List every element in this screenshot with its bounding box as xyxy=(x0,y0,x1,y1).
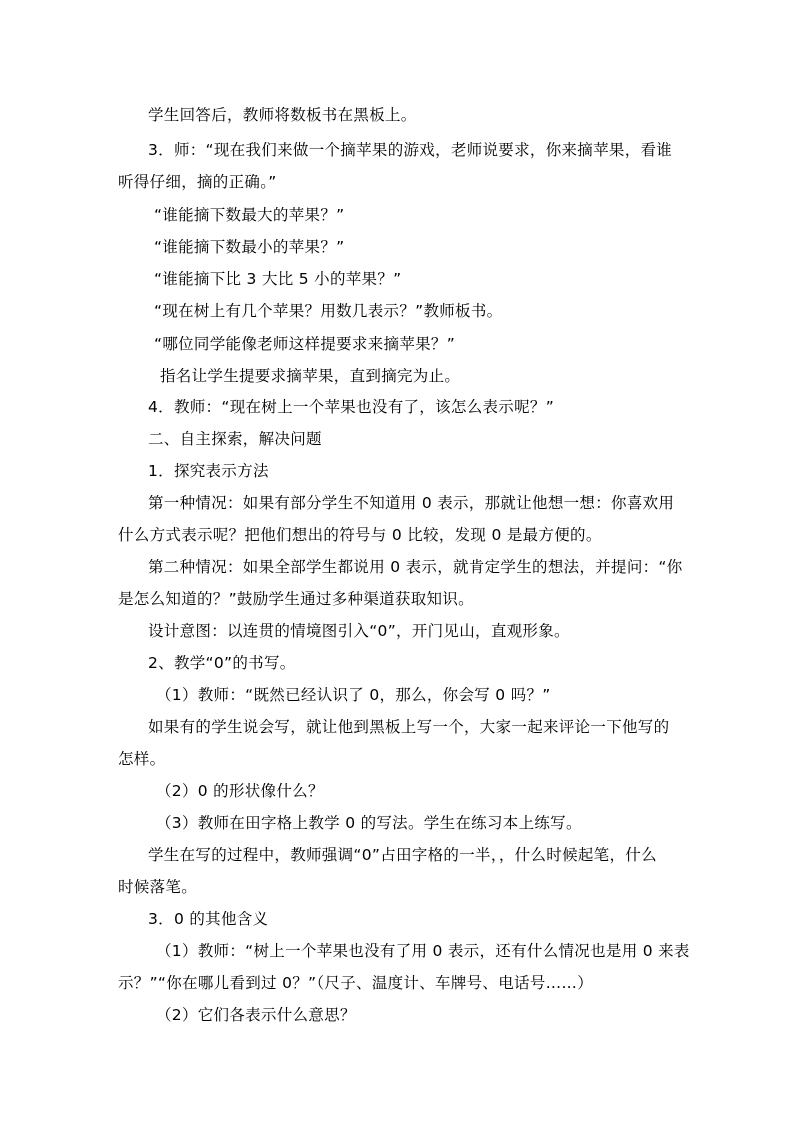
text-line-16: 是怎么知道的？”鼓励学生通过多种渠道获取知识。 xyxy=(118,590,474,608)
text-line-23: （3）教师在田字格上教学 0 的写法。学生在练习本上练写。 xyxy=(156,814,582,832)
text-line-15: 第二种情况：如果全部学生都说用 0 表示，就肯定学生的想法，并提问：“你 xyxy=(148,558,683,576)
text-line-22: （2）0 的形状像什么？ xyxy=(156,782,324,800)
text-line-28: 示？”“你在哪儿看到过 0？”（尺子、温度计、车牌号、电话号……） xyxy=(118,974,594,992)
text-line-6: “谁能摘下比 3 大比 5 小的苹果？” xyxy=(154,270,402,288)
subsection-heading-2: 2、教学“0”的书写。 xyxy=(148,654,296,672)
text-line-24: 学生在写的过程中，教师强调“0”占田字格的一半，，什么时候起笔，什么 xyxy=(148,846,657,864)
text-line-5: “谁能摘下数最小的苹果？” xyxy=(154,238,345,256)
text-line-2: 3．师：“现在我们来做一个摘苹果的游戏，老师说要求，你来摘苹果，看谁 xyxy=(148,141,673,159)
text-line-8: “哪位同学能像老师这样提要求来摘苹果？” xyxy=(154,335,456,353)
text-line-10: 4．教师：“现在树上一个苹果也没有了，该怎么表示呢？” xyxy=(148,398,555,416)
text-line-19: （1）教师：“既然已经认识了 0，那么，你会写 0 吗？” xyxy=(156,686,551,704)
subsection-heading-3: 3．0 的其他含义 xyxy=(148,910,269,928)
text-line-20: 如果有的学生说会写，就让他到黑板上写一个，大家一起来评论一下他写的 xyxy=(148,718,670,736)
text-line-14: 什么方式表示呢？把他们想出的符号与 0 比较，发现 0 是最方便的。 xyxy=(118,526,602,544)
text-line-1: 学生回答后，教师将数板书在黑板上。 xyxy=(148,106,417,124)
text-line-3: 听得仔细，摘的正确。” xyxy=(118,173,277,191)
section-heading: 二、自主探索，解决问题 xyxy=(148,430,322,448)
subsection-heading-1: 1．探究表示方法 xyxy=(148,462,269,480)
text-line-13: 第一种情况：如果有部分学生不知道用 0 表示，那就让他想一想：你喜欢用 xyxy=(148,494,675,512)
text-line-25: 时候落笔。 xyxy=(118,878,198,896)
text-line-21: 怎样。 xyxy=(118,750,166,768)
text-line-4: “谁能摘下数最大的苹果？” xyxy=(154,206,345,224)
text-line-7: “现在树上有几个苹果？用数几表示？”教师板书。 xyxy=(154,302,503,320)
text-line-17: 设计意图：以连贯的情境图引入“0”，开门见山，直观形象。 xyxy=(148,622,570,640)
text-line-9: 指名让学生提要求摘苹果，直到摘完为止。 xyxy=(160,367,461,385)
text-line-27: （1）教师：“树上一个苹果也没有了用 0 表示，还有什么情况也是用 0 来表 xyxy=(156,942,690,960)
text-line-29: （2）它们各表示什么意思？ xyxy=(156,1006,356,1024)
